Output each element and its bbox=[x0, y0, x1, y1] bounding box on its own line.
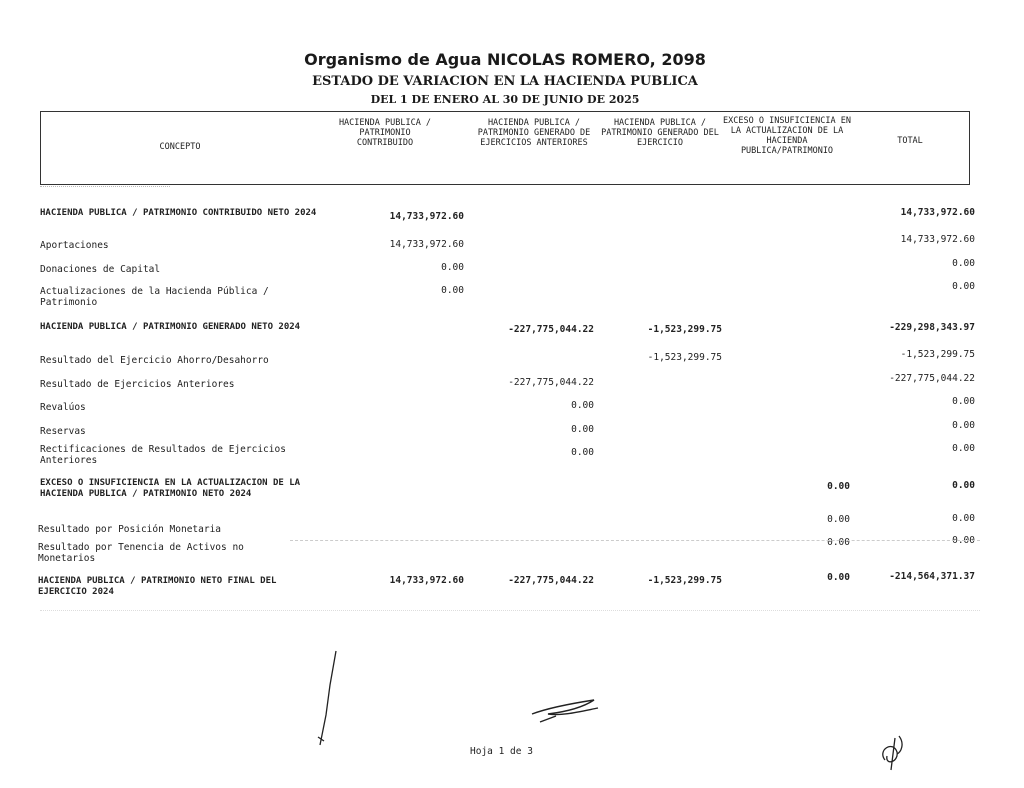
row-label: HACIENDA PUBLICA / PATRIMONIO GENERADO NETO 2024 bbox=[40, 322, 301, 332]
row-exceso: 0.00 bbox=[827, 481, 850, 492]
report-period: DEL 1 DE ENERO AL 30 DE JUNIO DE 2025 bbox=[370, 93, 640, 106]
row-generado-anteriores: 0.00 bbox=[571, 447, 594, 458]
row-total: 0.00 bbox=[952, 480, 975, 491]
col-header-total: TOTAL bbox=[897, 136, 923, 146]
header-top-rule bbox=[40, 111, 970, 112]
row-label: Reservas bbox=[40, 426, 86, 437]
scan-artifact bbox=[40, 186, 170, 187]
signature-mark bbox=[528, 690, 608, 730]
col-header-generado-anteriores: HACIENDA PUBLICA / PATRIMONIO GENERADO DE EJERCICIOS ANTERIORES bbox=[477, 118, 591, 148]
row-label: Rectificaciones de Resultados de Ejercicios Anteriores bbox=[40, 444, 286, 466]
row-exceso: 0.00 bbox=[827, 514, 850, 525]
row-contribuido: 0.00 bbox=[441, 262, 464, 273]
header-bottom-rule bbox=[40, 184, 970, 185]
scan-artifact bbox=[40, 610, 980, 611]
row-label: Resultado por Posición Monetaria bbox=[38, 524, 222, 535]
row-total: -1,523,299.75 bbox=[900, 349, 975, 360]
row-generado-anteriores: -227,775,044.22 bbox=[508, 377, 594, 388]
col-header-contribuido: HACIENDA PUBLICA / PATRIMONIO CONTRIBUIDO bbox=[338, 118, 432, 148]
row-total: 0.00 bbox=[952, 443, 975, 454]
row-total: -214,564,371.37 bbox=[889, 571, 975, 582]
row-total: 0.00 bbox=[952, 420, 975, 431]
header-right-rule bbox=[969, 111, 970, 185]
row-generado-ejercicio: -1,523,299.75 bbox=[647, 575, 722, 586]
signature-mark bbox=[300, 645, 350, 755]
row-contribuido: 14,733,972.60 bbox=[389, 575, 464, 586]
header-left-rule bbox=[40, 111, 41, 185]
row-label: Resultado por Tenencia de Activos no Monetarios bbox=[38, 542, 244, 564]
row-label: Resultado de Ejercicios Anteriores bbox=[40, 379, 235, 390]
row-label: HACIENDA PUBLICA / PATRIMONIO CONTRIBUIDO NETO 2024 bbox=[40, 208, 317, 218]
row-contribuido: 14,733,972.60 bbox=[389, 239, 464, 250]
row-total: 0.00 bbox=[952, 281, 975, 292]
row-exceso: 0.00 bbox=[827, 572, 850, 583]
row-generado-ejercicio: -1,523,299.75 bbox=[647, 324, 722, 335]
row-total: 0.00 bbox=[952, 535, 975, 546]
row-generado-anteriores: -227,775,044.22 bbox=[508, 324, 594, 335]
scan-artifact bbox=[290, 540, 980, 541]
row-total: 0.00 bbox=[952, 258, 975, 269]
col-header-concepto: CONCEPTO bbox=[159, 142, 201, 152]
row-contribuido: 0.00 bbox=[441, 285, 464, 296]
page-number: Hoja 1 de 3 bbox=[470, 746, 533, 757]
row-generado-anteriores: 0.00 bbox=[571, 424, 594, 435]
row-total: 14,733,972.60 bbox=[900, 207, 975, 218]
row-total: -227,775,044.22 bbox=[889, 373, 975, 384]
row-label: Donaciones de Capital bbox=[40, 264, 161, 275]
document-title: Organismo de Agua NICOLAS ROMERO, 2098 bbox=[304, 50, 706, 69]
row-generado-ejercicio: -1,523,299.75 bbox=[647, 352, 722, 363]
row-contribuido: 14,733,972.60 bbox=[389, 211, 464, 222]
row-label: Aportaciones bbox=[40, 240, 109, 251]
row-label: Resultado del Ejercicio Ahorro/Desahorro bbox=[40, 355, 269, 366]
row-total: 0.00 bbox=[952, 513, 975, 524]
row-generado-anteriores: 0.00 bbox=[571, 400, 594, 411]
col-header-generado-ejercicio: HACIENDA PUBLICA / PATRIMONIO GENERADO DEL EJERCICIO bbox=[601, 118, 719, 148]
signature-mark bbox=[875, 730, 915, 775]
row-total: 14,733,972.60 bbox=[900, 234, 975, 245]
row-label: Revalúos bbox=[40, 402, 86, 413]
col-header-exceso: EXCESO O INSUFICIENCIA EN LA ACTUALIZACION DE LA HACIENDA PUBLICA/PATRIMONIO bbox=[723, 116, 851, 156]
row-total: 0.00 bbox=[952, 396, 975, 407]
row-label: HACIENDA PUBLICA / PATRIMONIO NETO FINAL DEL EJERCICIO 2024 bbox=[38, 576, 277, 597]
row-exceso: 0.00 bbox=[827, 537, 850, 548]
report-subtitle: ESTADO DE VARIACION EN LA HACIENDA PUBLICA bbox=[312, 74, 698, 89]
row-label: Actualizaciones de la Hacienda Pública / Patrimonio bbox=[40, 286, 269, 308]
row-generado-anteriores: -227,775,044.22 bbox=[508, 575, 594, 586]
row-total: -229,298,343.97 bbox=[889, 322, 975, 333]
row-label: EXCESO O INSUFICIENCIA EN LA ACTUALIZACION DE LA HACIENDA PUBLICA / PATRIMONIO NETO 2024 bbox=[40, 478, 301, 499]
